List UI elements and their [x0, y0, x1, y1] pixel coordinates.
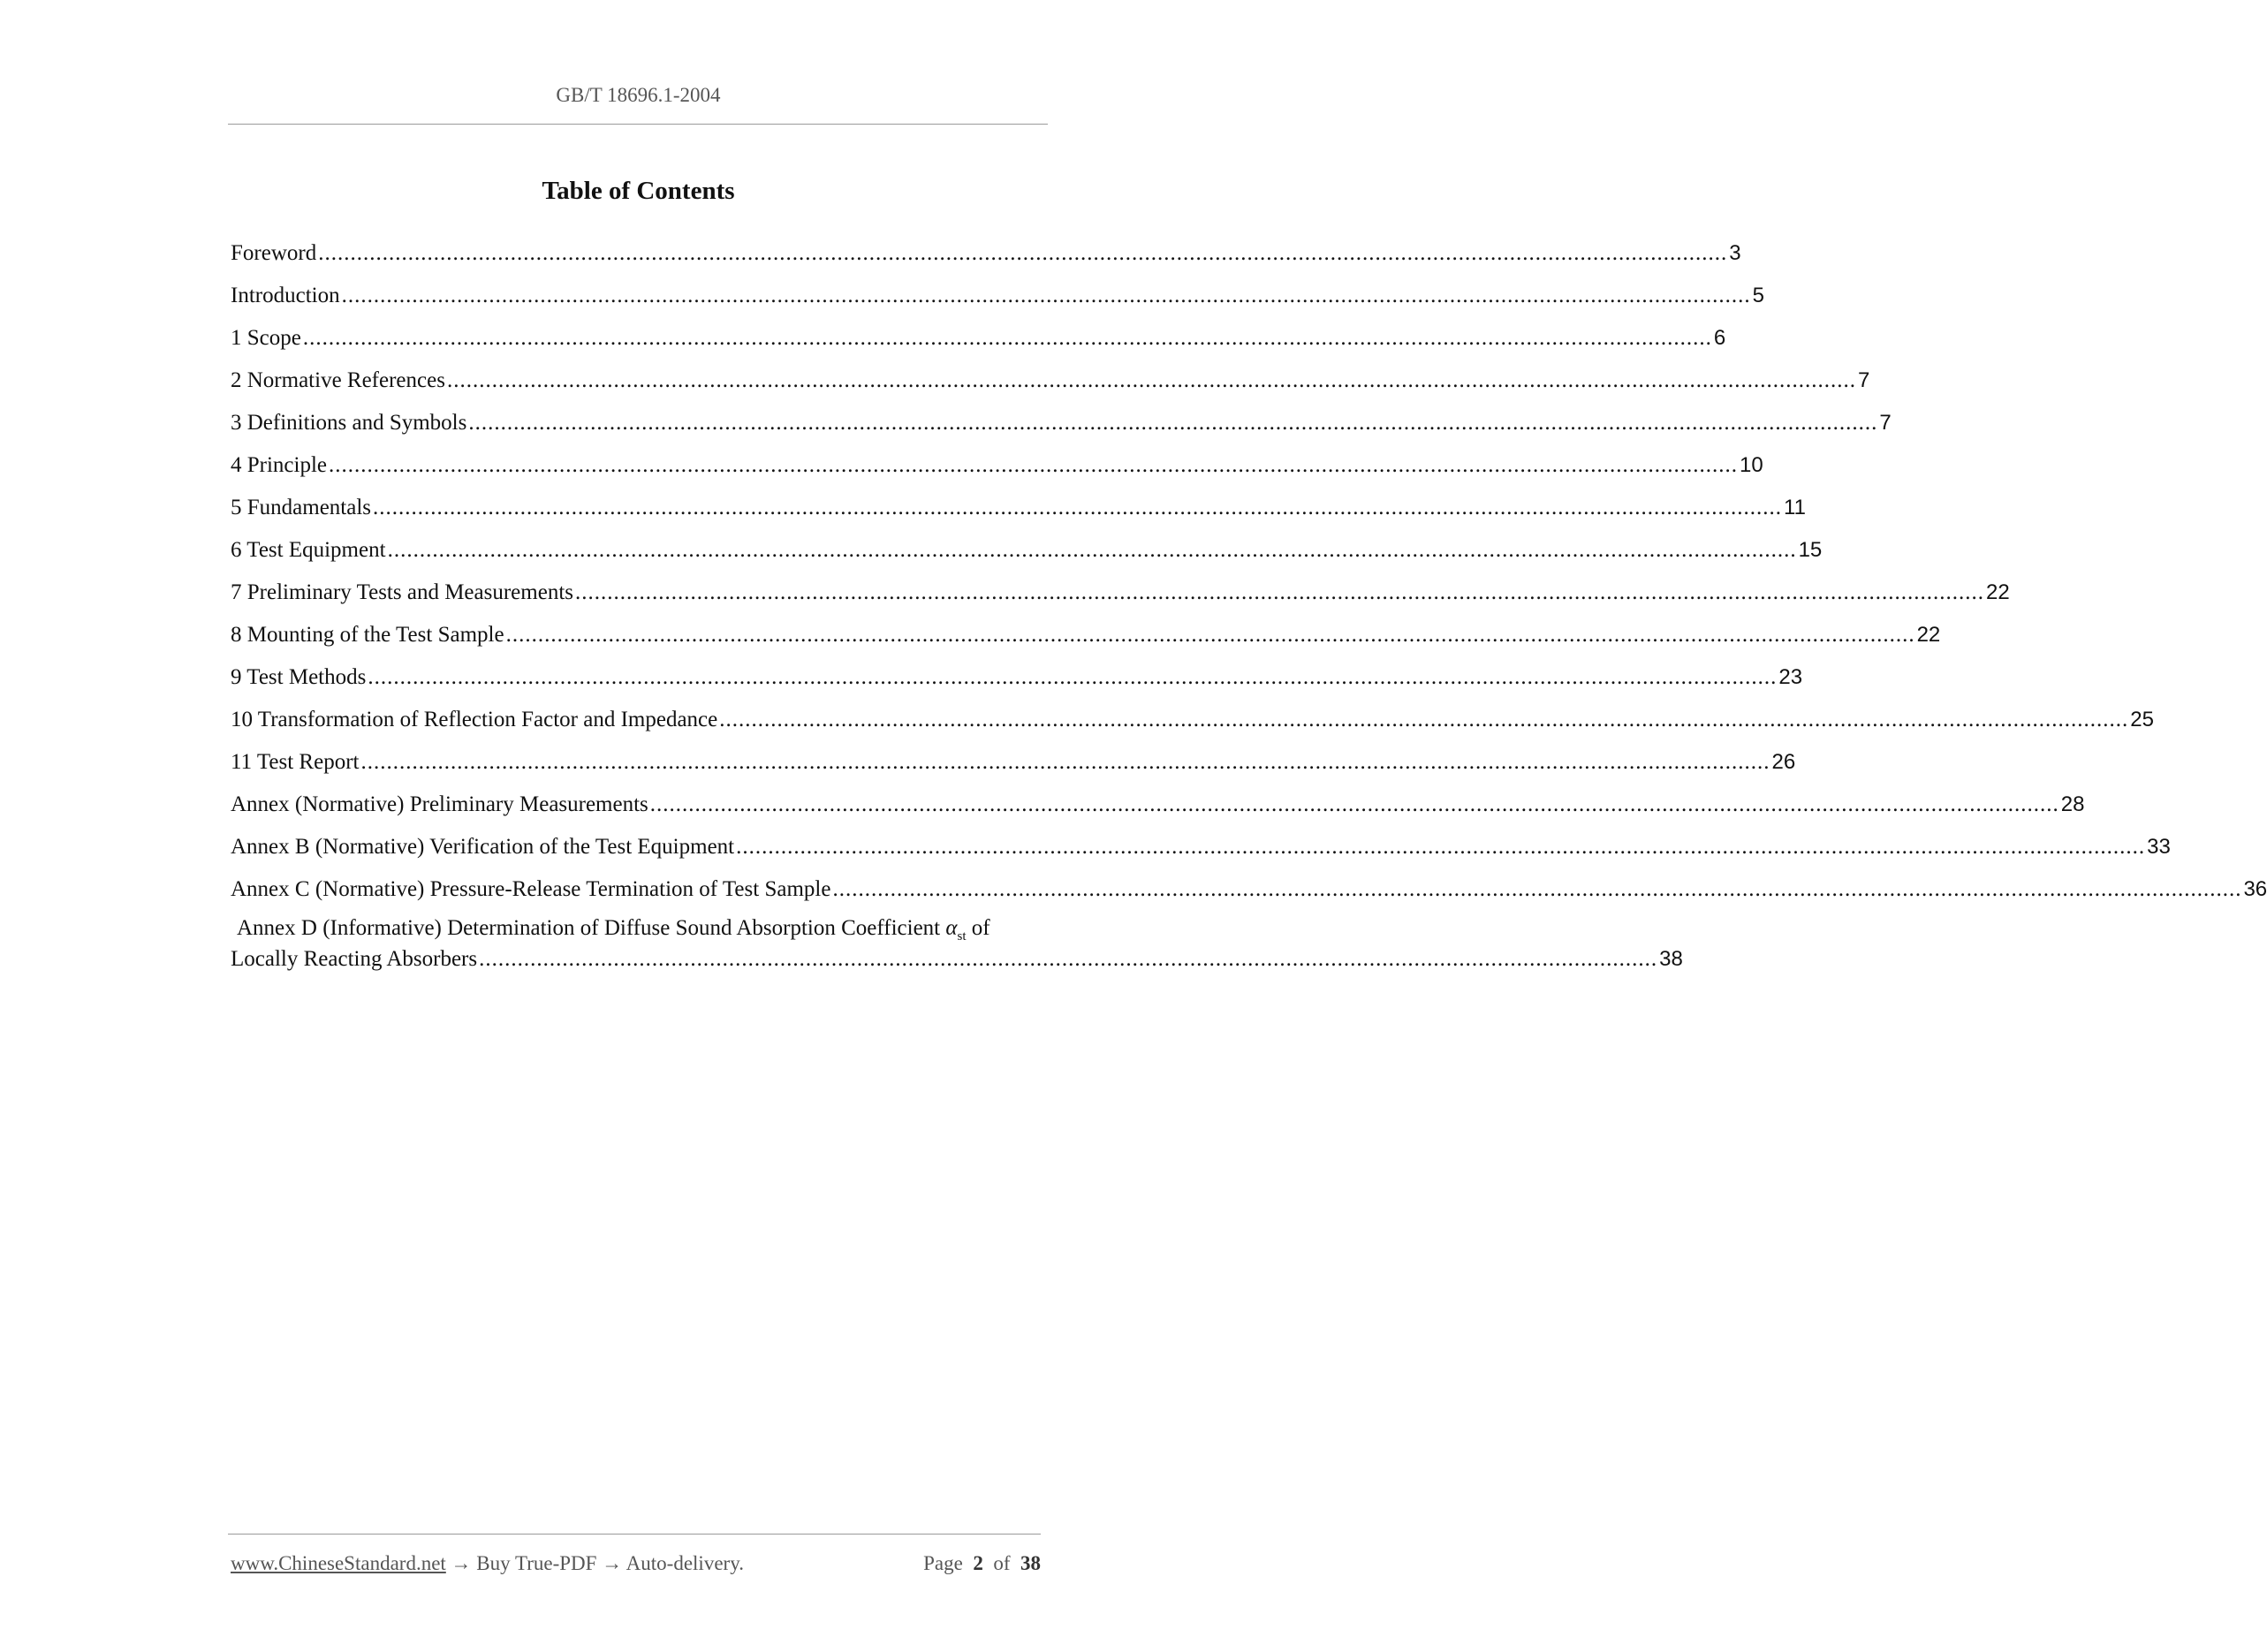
toc-entry-label: 7 Preliminary Tests and Measurements	[231, 580, 573, 604]
toc-entry-page: 10	[1740, 453, 1763, 477]
dot-leader: ............................................................................................................................................................................................................................	[649, 792, 2059, 816]
dot-leader: ............................................................................................................................................................................................................................	[468, 411, 1878, 435]
site-link[interactable]: www.ChineseStandard.net	[231, 1552, 446, 1574]
dot-leader: ............................................................................................................................................................................................................................	[719, 708, 2129, 731]
toc-entry-page: 6	[1713, 326, 1726, 350]
toc-entry[interactable]	[231, 614, 1941, 656]
dot-leader: ........................................................................................................................................................................................	[479, 947, 1658, 971]
dot-leader: ............................................................................................................................................................................................................................	[341, 284, 1751, 307]
toc-entry-annex-d[interactable]	[231, 913, 1683, 975]
toc-entry[interactable]	[231, 317, 1726, 360]
toc-entry-page: 15	[1798, 538, 1823, 562]
toc-entry-page: 23	[1778, 665, 1803, 689]
toc-entry-page: 11	[1784, 496, 1806, 519]
dot-leader: ............................................................................................................................................................................................................................	[302, 326, 1712, 350]
toc-entry-label: Annex (Normative) Preliminary Measurements	[231, 792, 648, 816]
toc-entry-label: Introduction	[231, 284, 340, 307]
toc-entry[interactable]	[231, 402, 1892, 444]
toc-list	[231, 232, 2267, 911]
toc-entry[interactable]	[231, 656, 1803, 699]
dot-leader: ............................................................................................................................................................................................................................	[360, 750, 1770, 774]
toc-entry[interactable]	[231, 572, 2010, 614]
toc-entry-label: 6 Test Equipment	[231, 538, 386, 562]
arrow-icon: →	[602, 1552, 623, 1574]
toc-entry-page: 28	[2060, 792, 2085, 816]
dot-leader: ............................................................................................................................................................................................................................	[368, 665, 1778, 689]
toc-entry-page: 22	[1916, 623, 1941, 647]
dot-leader: ............................................................................................................................................................................................................................	[575, 580, 1984, 604]
buy-text: Buy True-PDF	[476, 1552, 597, 1574]
toc-entry-label: 9 Test Methods	[231, 665, 367, 689]
page-title: Table of Contents	[542, 177, 735, 205]
toc-entry-page: 26	[1771, 750, 1796, 774]
toc-entry-label: 11 Test Report	[231, 750, 360, 774]
toc-entry-annex-d-label: Annex D (Informative) Determination of Diffuse Sound Absorption Coefficient	[237, 916, 941, 940]
alpha-symbol: $\alpha_{st}$	[945, 916, 967, 943]
toc-entry-label: 2 Normative References	[231, 368, 445, 392]
document-header: GB/T 18696.1-2004	[556, 84, 721, 106]
dot-leader: ............................................................................................................................................................................................................................	[832, 877, 2242, 901]
dot-leader: ............................................................................................................................................................................................................................	[505, 623, 1915, 647]
toc-entry-label: Annex B (Normative) Verification of the Test Equipment	[231, 835, 735, 859]
dot-leader: ............................................................................................................................................................................................................................	[446, 368, 1856, 392]
current-page: 2	[973, 1552, 983, 1574]
page-counter: Page 2 of 38	[923, 1552, 1041, 1574]
toc-entry-page: 25	[2130, 708, 2154, 731]
footer-divider	[228, 1534, 1041, 1535]
page-footer	[231, 1552, 1041, 1575]
toc-entry-page: 5	[1752, 284, 1764, 307]
toc-entry-label: Annex C (Normative) Pressure-Release Termination of Test Sample	[231, 877, 831, 901]
footer-left	[231, 1552, 744, 1575]
toc-entry-label: 4 Principle	[231, 453, 328, 477]
toc-entry-annex-d-label-cont: Locally Reacting Absorbers	[231, 947, 478, 971]
toc-entry-annex-d-line1	[231, 913, 1043, 943]
table-of-contents	[231, 232, 2267, 975]
toc-entry-label: 1 Scope	[231, 326, 301, 350]
toc-entry[interactable]	[231, 275, 1764, 317]
toc-entry-label: 10 Transformation of Reflection Factor and Impedance	[231, 708, 718, 731]
toc-entry-page: 22	[1986, 580, 2010, 604]
dot-leader: ............................................................................................................................................................................................................................	[736, 835, 2146, 859]
toc-entry-annex-d-line2	[231, 943, 1683, 975]
toc-entry-page: 3	[1729, 241, 1741, 265]
toc-entry[interactable]	[231, 529, 1823, 572]
toc-entry-label: 5 Fundamentals	[231, 496, 372, 519]
delivery-text: Auto-delivery.	[626, 1552, 744, 1574]
arrow-icon: →	[451, 1552, 472, 1574]
toc-entry-label: 8 Mounting of the Test Sample	[231, 623, 504, 647]
toc-entry-page: 7	[1879, 411, 1892, 435]
toc-entry[interactable]	[231, 444, 1763, 487]
dot-leader: ............................................................................................................................................................................................................................	[329, 453, 1739, 477]
toc-entry[interactable]	[231, 868, 2267, 911]
toc-entry-label: Foreword	[231, 241, 317, 265]
total-pages: 38	[1020, 1552, 1041, 1574]
toc-entry-annex-d-page: 38	[1659, 947, 1683, 971]
header-divider	[228, 124, 1048, 125]
toc-entry-page: 36	[2243, 877, 2267, 901]
dot-leader: ............................................................................................................................................................................................................................	[373, 496, 1783, 519]
toc-entry-annex-d-of: of	[971, 916, 990, 940]
toc-entry-page: 7	[1857, 368, 1870, 392]
toc-entry-label: 3 Definitions and Symbols	[231, 411, 467, 435]
toc-entry[interactable]	[231, 487, 1806, 529]
toc-entry[interactable]	[231, 360, 1870, 402]
toc-entry-page: 33	[2147, 835, 2171, 859]
toc-entry[interactable]	[231, 784, 2085, 826]
toc-entry[interactable]	[231, 826, 2171, 868]
dot-leader: ............................................................................................................................................................................................................................	[318, 241, 1728, 265]
dot-leader: ............................................................................................................................................................................................................................	[387, 538, 1797, 562]
toc-entry[interactable]	[231, 699, 2154, 741]
toc-entry[interactable]	[231, 741, 1796, 784]
toc-entry[interactable]	[231, 232, 1741, 275]
